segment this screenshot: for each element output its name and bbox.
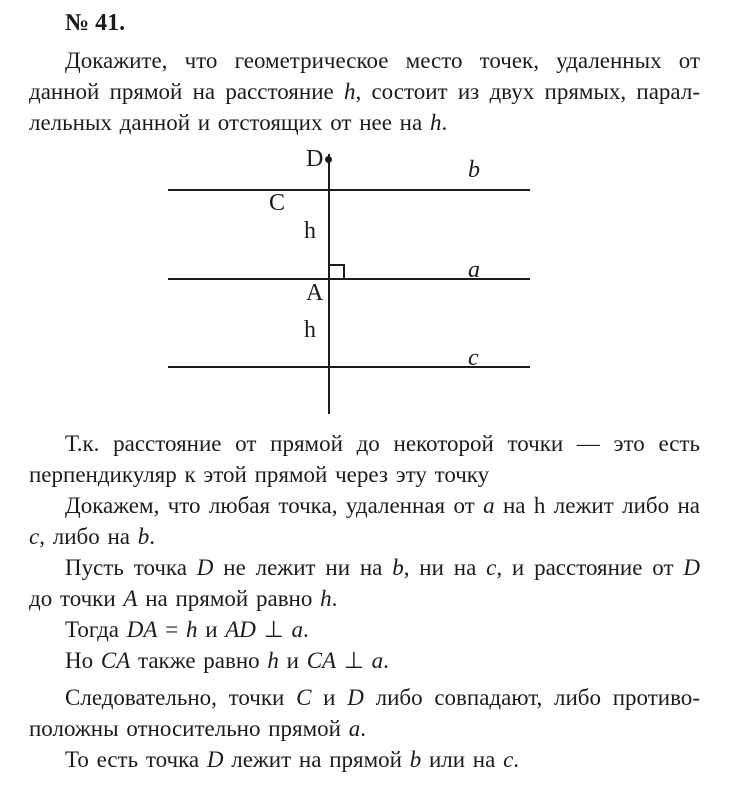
distance-h-lower-label: h (304, 317, 316, 343)
line-a-label: a (468, 257, 480, 283)
point-c-label: C (269, 190, 286, 216)
paragraph-assumption: Пусть точка D не лежит ни на b, ни на c, и расстояние от D до точки A на прямой равно h. (29, 555, 700, 611)
distance-h-upper-label: h (304, 218, 316, 244)
geometry-figure (0, 146, 730, 418)
paragraph-then: Тогда DA = h и AD ⊥ a. (65, 617, 309, 642)
point-d-dot (325, 156, 332, 163)
paragraph-but: Но CA также равно h и CA ⊥ a. (65, 648, 389, 673)
perpendicular-line (328, 154, 330, 414)
paragraph-reason: Т.к. расстояние от прямой до некоторой точки — это есть перпендикуляр к этой прямой через эту точку (29, 431, 700, 487)
paragraph-conclusion: Следовательно, точки C и D либо совпадают, либо противоположны относительно прямой a. (29, 685, 700, 741)
line-b-label: b (468, 157, 480, 183)
point-d-label: D (306, 146, 324, 172)
paragraph-claim: Докажем, что любая точка, удаленная от a на h лежит либо на c, либо на b. (29, 493, 700, 549)
problem-number-heading: № 41. (65, 10, 126, 36)
right-angle-marker (329, 264, 345, 280)
point-a-label: A (306, 280, 324, 306)
line-c-label: c (468, 345, 479, 371)
line-b (168, 189, 530, 191)
paragraph-final: То есть точка D лежит на прямой b или на c. (65, 747, 520, 772)
problem-statement: Докажите, что геометрическое место точек, удаленных от данной прямой на расстояние h, состоит из двух прямых, параллельных данной и отстоящих от нее на h. (29, 48, 700, 135)
